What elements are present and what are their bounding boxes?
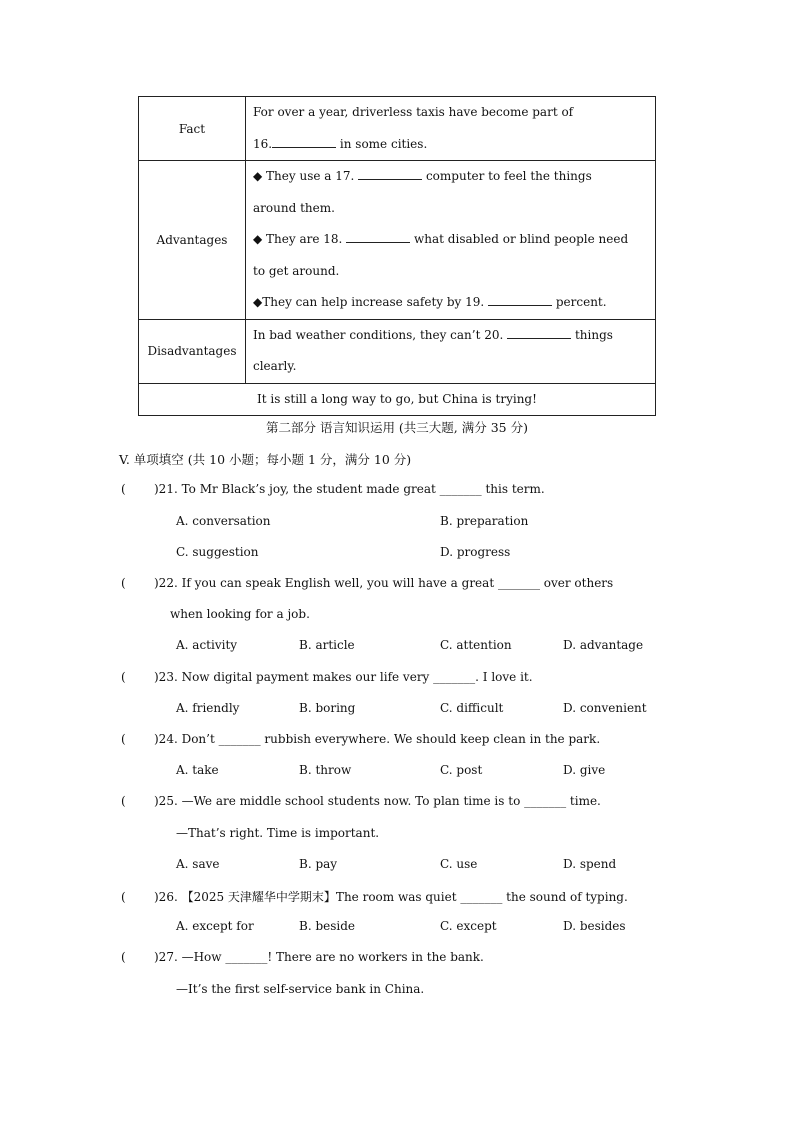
answer-paren[interactable]: ( (121, 890, 126, 904)
option-b[interactable]: B. throw (299, 763, 352, 777)
question-text: )22. If you can speak English well, you will have a great _______ over others (154, 576, 614, 590)
answer-paren[interactable]: ( (121, 950, 126, 964)
blank-16[interactable] (272, 135, 336, 148)
dis-line-1 (253, 320, 648, 352)
footer-row (139, 383, 656, 415)
option-c[interactable]: C. suggestion (176, 545, 259, 559)
info-table (138, 96, 656, 416)
adv-line-1 (253, 161, 648, 193)
dis-pre: In bad weather conditions, they can’t 20. (253, 327, 508, 342)
answer-paren[interactable]: ( (121, 670, 126, 684)
disadvantages-row (139, 319, 656, 383)
blank-19[interactable] (488, 293, 552, 306)
question-22 (121, 576, 613, 590)
answer-paren[interactable]: ( (121, 576, 126, 590)
option-d[interactable]: D. advantage (563, 638, 644, 652)
advantages-row (139, 161, 656, 320)
blank-18[interactable] (346, 230, 410, 243)
adv2-post: what disabled or blind people need (410, 232, 629, 246)
option-b[interactable]: B. beside (299, 919, 356, 933)
fact-line-2 (253, 129, 648, 161)
question-continuation: —It’s the first self-service bank in China. (176, 982, 425, 996)
adv3-pre: ◆They can help increase safety by 19. (253, 295, 489, 309)
option-b[interactable]: B. boring (299, 701, 356, 715)
option-d[interactable]: D. convenient (563, 701, 647, 715)
adv-line-4: to get around. (253, 263, 340, 278)
blank-20[interactable] (507, 326, 571, 339)
option-b[interactable]: B. pay (299, 857, 338, 871)
option-d[interactable]: D. give (563, 763, 606, 777)
question-24 (121, 732, 600, 746)
fact-line-1: For over a year, driverless taxis have become part of (253, 105, 574, 119)
answer-paren[interactable]: ( (121, 794, 126, 808)
option-b[interactable]: B. preparation (440, 514, 529, 528)
adv3-post: percent. (552, 295, 607, 309)
table-footer: It is still a long way to go, but China is trying! (139, 383, 656, 415)
question-27 (121, 950, 484, 964)
option-d[interactable]: D. progress (440, 545, 511, 559)
question-25 (121, 794, 601, 808)
advantages-label: Advantages (139, 161, 246, 320)
question-26 (121, 888, 628, 905)
question-21 (121, 482, 545, 496)
option-c[interactable]: C. attention (440, 638, 512, 652)
disadvantages-label: Disadvantages (139, 319, 246, 383)
dis-post: things (571, 327, 613, 342)
option-a[interactable]: A. take (176, 763, 219, 777)
fact-label: Fact (139, 97, 246, 161)
question-text: )25. —We are middle school students now. To plan time is to _______ time. (154, 794, 601, 808)
adv1-pre: ◆ They use a 17. (253, 169, 359, 183)
adv-line-2: around them. (253, 200, 335, 215)
fact-content (246, 97, 656, 161)
question-23 (121, 670, 533, 684)
fact-line-2-post: in some cities. (336, 136, 428, 151)
option-c[interactable]: C. except (440, 919, 497, 933)
option-a[interactable]: A. activity (176, 638, 238, 652)
adv2-pre: ◆ They are 18. (253, 232, 347, 246)
option-b[interactable]: B. article (299, 638, 355, 652)
fact-line-2-pre: 16. (253, 136, 273, 151)
blank-17[interactable] (358, 167, 422, 180)
answer-paren[interactable]: ( (121, 482, 126, 496)
question-continuation: when looking for a job. (170, 607, 310, 621)
answer-paren[interactable]: ( (121, 732, 126, 746)
option-a[interactable]: A. conversation (176, 514, 271, 528)
adv-line-3 (253, 224, 648, 256)
question-continuation: —That’s right. Time is important. (176, 826, 380, 840)
adv-line-5 (253, 287, 648, 319)
fact-row (139, 97, 656, 161)
question-text: )26. 【2025 天津耀华中学期末】The room was quiet _______ the sound of typing. (154, 890, 628, 904)
adv1-post: computer to feel the things (422, 169, 592, 183)
advantages-content (246, 161, 656, 320)
option-d[interactable]: D. spend (563, 857, 617, 871)
section-title: 第二部分 语言知识运用 (共三大题, 满分 35 分) (265, 420, 528, 435)
question-text: )27. —How _______! There are no workers in the bank. (154, 950, 484, 964)
question-text: )21. To Mr Black’s joy, the student made great _______ this term. (154, 482, 545, 496)
question-text: )23. Now digital payment makes our life very _______. I love it. (154, 670, 533, 684)
question-text: )24. Don’t _______ rubbish everywhere. We should keep clean in the park. (154, 732, 601, 746)
option-c[interactable]: C. difficult (440, 701, 504, 715)
option-a[interactable]: A. save (176, 857, 220, 871)
part-title: V. 单项填空 (共 10 小题；每小题 1 分，满分 10 分) (119, 452, 412, 467)
option-c[interactable]: C. post (440, 763, 483, 777)
option-d[interactable]: D. besides (563, 919, 626, 933)
option-c[interactable]: C. use (440, 857, 478, 871)
disadvantages-content (246, 319, 656, 383)
option-a[interactable]: A. except for (176, 919, 254, 933)
option-a[interactable]: A. friendly (176, 701, 240, 715)
dis-line-2: clearly. (253, 359, 297, 373)
